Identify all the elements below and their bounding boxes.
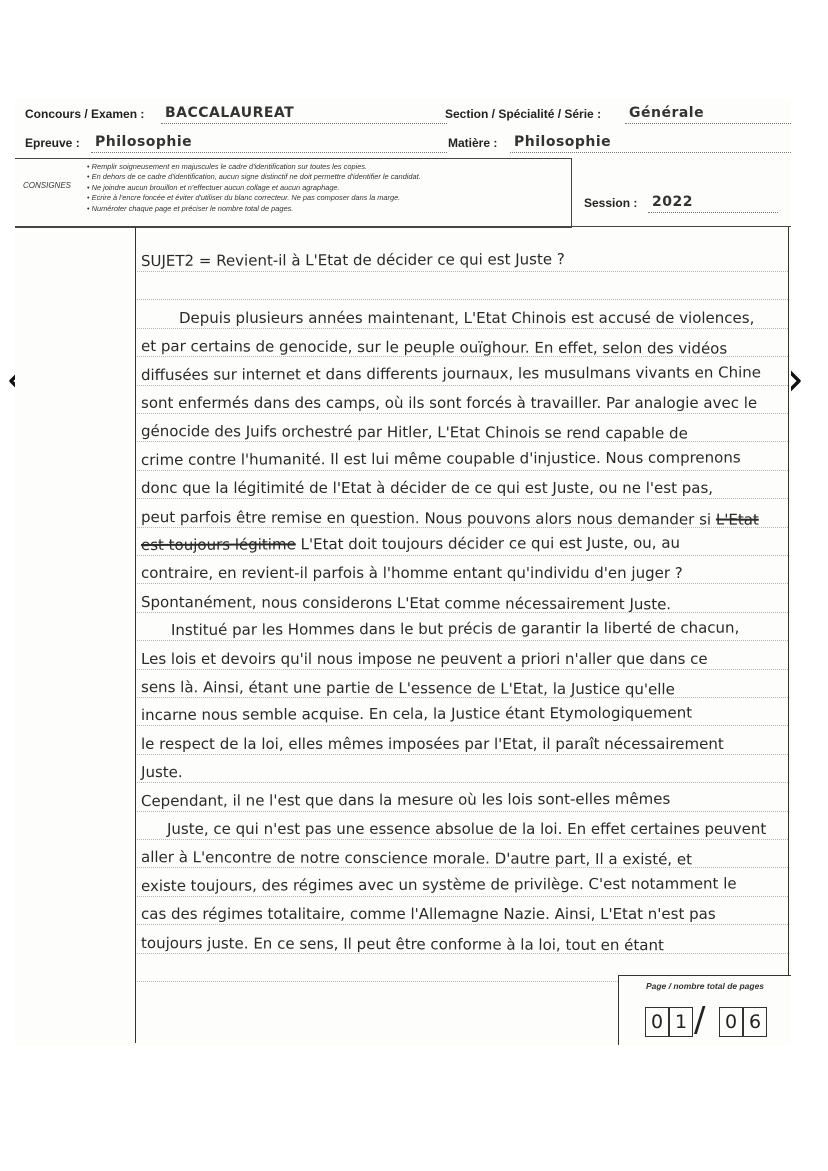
ruled-line bbox=[137, 924, 788, 925]
page-counter-label: Page / nombre total de pages bbox=[645, 981, 765, 991]
text-line bbox=[141, 363, 761, 384]
matiere-label: Matière : bbox=[448, 136, 498, 150]
text-line bbox=[141, 763, 183, 781]
text-line bbox=[141, 905, 716, 923]
session-label: Session : bbox=[584, 196, 638, 210]
ruled-line bbox=[137, 669, 788, 670]
text-line bbox=[167, 820, 766, 838]
ruled-line bbox=[137, 782, 788, 783]
ruled-line bbox=[137, 811, 788, 812]
concours-fill bbox=[161, 107, 447, 124]
consigne-item: • Ecrire à l'encre foncée et éviter d'utiliser du blanc correcteur. Ne pas composer dans la marge. bbox=[87, 193, 567, 203]
struck-text: L'Etat bbox=[715, 510, 759, 529]
page-digit: 1 bbox=[669, 1007, 693, 1037]
text-line bbox=[141, 508, 759, 529]
ruled-line bbox=[137, 896, 788, 897]
ruled-line bbox=[137, 498, 788, 499]
subject-text: SUJET2 = Revient-il à L'Etat de décider ce qui est Juste ? bbox=[140, 250, 565, 270]
line-text: diffusées sur internet et dans differents journaux, les musulmans vivants en Chine bbox=[140, 362, 762, 384]
section-field bbox=[445, 105, 705, 121]
concours-label: Concours / Examen : bbox=[25, 107, 145, 121]
text-line bbox=[141, 735, 724, 753]
line-text: génocide des Juifs orchestré par Hitler, L'Etat Chinois se rend capable de bbox=[141, 422, 688, 443]
ruled-line bbox=[137, 839, 788, 840]
total-digit: 0 bbox=[719, 1007, 743, 1037]
epreuve-fill bbox=[91, 136, 447, 153]
line-text: et par certains de genocide, sur le peuple ouïghour. En effet, selon des vidéos bbox=[141, 337, 728, 358]
line-text: existe toujours, des régimes avec un système de privilège. C'est notamment le bbox=[140, 874, 737, 895]
session-fill bbox=[648, 196, 778, 213]
line-text: sens là. Ainsi, étant une partie de L'essence de L'Etat, la Justice qu'elle bbox=[141, 678, 675, 699]
line-text: contraire, en revient-il parfois à l'homme entant qu'individu d'en juger ? bbox=[141, 564, 683, 583]
consigne-item: • Remplir soigneusement en majuscules le cadre d'identification sur toutes les copies. bbox=[87, 162, 567, 172]
line-text: L'Etat doit toujours décider ce qui est Juste, ou, au bbox=[300, 533, 681, 554]
text-line bbox=[141, 848, 692, 868]
page-counter-box bbox=[618, 975, 791, 1045]
text-line bbox=[141, 337, 727, 358]
consigne-item: • En dehors de ce cadre d'identification, aucun signe distinctif ne doit permettre d'identifier le candidat. bbox=[87, 172, 567, 182]
text-line bbox=[141, 534, 680, 554]
line-text: aller à L'encontre de notre conscience morale. D'autre part, Il a existé, et bbox=[141, 848, 693, 869]
session-value: 2022 bbox=[652, 194, 693, 210]
page-slash: / bbox=[694, 1000, 706, 1040]
ruled-line bbox=[137, 271, 788, 272]
epreuve-field bbox=[25, 134, 193, 150]
text-line bbox=[141, 934, 664, 954]
exam-sheet bbox=[15, 98, 791, 1046]
margin-line bbox=[135, 227, 136, 1043]
text-line bbox=[141, 704, 692, 724]
text-line bbox=[141, 422, 688, 442]
epreuve-value: Philosophie bbox=[95, 134, 193, 150]
ruled-line bbox=[137, 725, 788, 726]
matiere-fill bbox=[510, 136, 791, 153]
consignes-box bbox=[15, 158, 572, 228]
line-text: cas des régimes totalitaire, comme l'Allemagne Nazie. Ainsi, L'Etat n'est pas bbox=[141, 905, 716, 924]
line-text: Juste, ce qui n'est pas une essence absolue de la loi. En effet certaines peuvent bbox=[167, 820, 767, 838]
text-line bbox=[171, 619, 739, 639]
matiere-field bbox=[448, 134, 612, 150]
text-line bbox=[141, 479, 713, 497]
line-text: donc que la légitimité de l'Etat à décider de ce qui est Juste, ou ne l'est pas, bbox=[141, 479, 714, 498]
ruled-line bbox=[137, 640, 788, 641]
line-text: le respect de la loi, elles mêmes imposées par l'Etat, il paraît nécessairement bbox=[141, 734, 724, 753]
writing-area bbox=[135, 227, 789, 1043]
consigne-item: • Ne joindre aucun brouillon et n'effectuer aucun collage et aucun agraphage. bbox=[87, 183, 567, 193]
line-text: crime contre l'humanité. Il est lui même coupable d'injustice. Nous comprenons bbox=[140, 448, 741, 469]
text-line bbox=[179, 309, 754, 327]
text-line bbox=[141, 874, 737, 895]
concours-value: BACCALAUREAT bbox=[165, 105, 295, 121]
ruled-line bbox=[137, 413, 788, 414]
text-line bbox=[141, 448, 741, 469]
line-text: peut parfois être remise en question. Nous pouvons alors nous demander si bbox=[141, 507, 712, 529]
line-text: toujours juste. En ce sens, Il peut être conforme à la loi, tout en étant bbox=[141, 933, 664, 954]
consigne-item: • Numéroter chaque page et préciser le nombre total de pages. bbox=[87, 204, 567, 214]
total-digit: 6 bbox=[743, 1007, 767, 1037]
ruled-line bbox=[137, 470, 788, 471]
ruled-line bbox=[137, 328, 788, 329]
line-text: Depuis plusieurs années maintenant, L'Etat Chinois est accusé de violences, bbox=[179, 308, 755, 327]
line-text: Cependant, il ne l'est que dans la mesure où les lois sont-elles mêmes bbox=[140, 789, 671, 810]
concours-field bbox=[25, 105, 295, 121]
session-field bbox=[584, 194, 693, 210]
section-value: Générale bbox=[629, 105, 705, 121]
section-label: Section / Spécialité / Série : bbox=[445, 107, 602, 121]
line-text: Spontanément, nous considerons L'Etat comme nécessairement Juste. bbox=[141, 592, 672, 614]
page-digit: 0 bbox=[645, 1007, 669, 1037]
text-line bbox=[141, 593, 671, 613]
subject-line bbox=[141, 250, 565, 270]
ruled-line bbox=[137, 754, 788, 755]
ruled-line bbox=[137, 385, 788, 386]
consignes-list bbox=[87, 162, 567, 214]
text-line bbox=[141, 789, 670, 809]
text-line bbox=[141, 564, 683, 582]
epreuve-label: Epreuve : bbox=[25, 136, 80, 150]
text-line bbox=[141, 678, 675, 698]
consignes-label: CONSIGNES bbox=[23, 181, 72, 190]
ruled-line bbox=[137, 299, 788, 300]
line-text: Les lois et devoirs qu'il nous impose ne peuvent a priori n'aller que dans ce bbox=[141, 649, 708, 668]
line-text: Institué par les Hommes dans le but précis de garantir la liberté de chacun, bbox=[170, 618, 740, 640]
ruled-line bbox=[137, 583, 788, 584]
ruled-line bbox=[137, 555, 788, 556]
line-text: incarne nous semble acquise. En cela, la Justice étant Etymologiquement bbox=[140, 703, 693, 725]
struck-text: est toujours légitime bbox=[140, 535, 296, 554]
line-text: sont enfermés dans des camps, où ils sont forcés à travailler. Par analogie avec le bbox=[141, 394, 758, 412]
ruled-line bbox=[137, 441, 788, 442]
section-fill bbox=[625, 107, 791, 124]
line-text: Juste. bbox=[141, 763, 183, 782]
text-line bbox=[141, 394, 757, 412]
matiere-value: Philosophie bbox=[514, 134, 612, 150]
right-border bbox=[788, 227, 789, 975]
text-line bbox=[141, 650, 708, 668]
